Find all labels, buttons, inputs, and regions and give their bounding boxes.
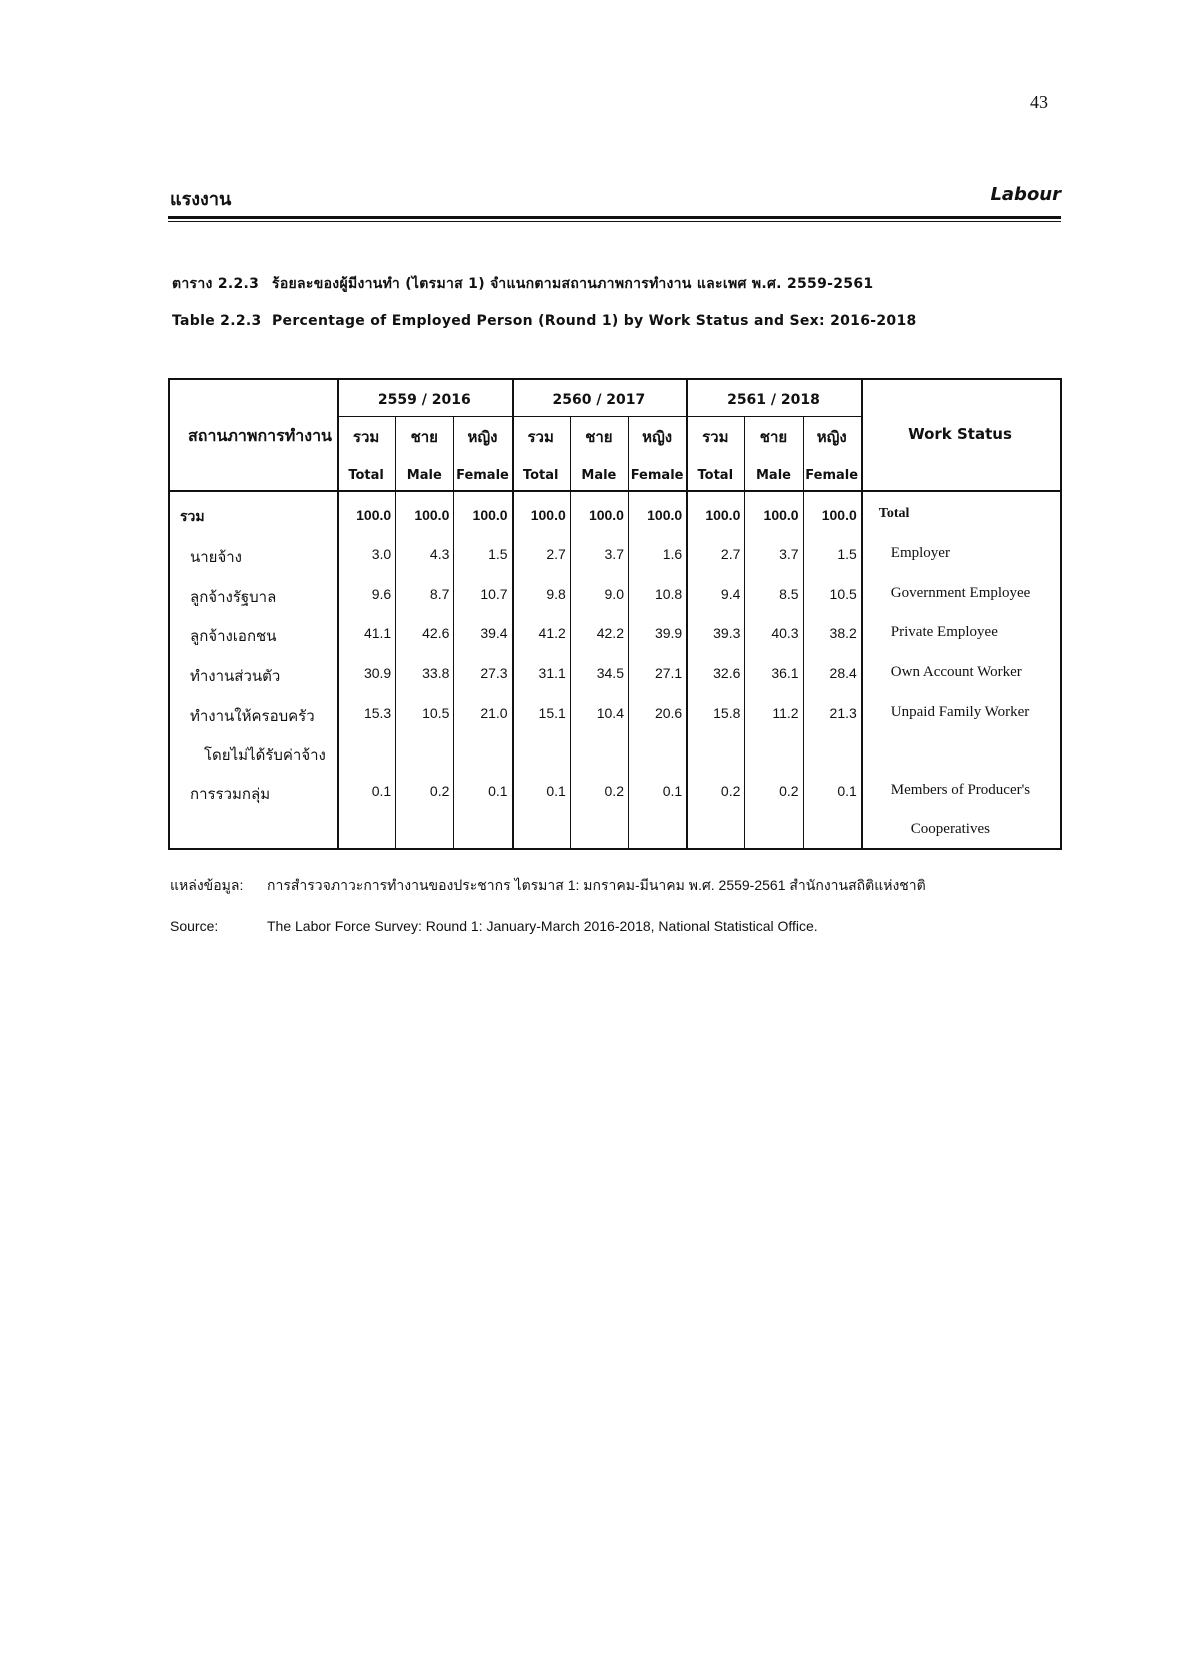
subheader-english: Male	[755, 468, 791, 483]
source-thai	[170, 875, 926, 897]
table-cell: 0.2	[720, 783, 741, 799]
table-cell: 41.1	[363, 625, 392, 641]
header-rule-thin	[168, 221, 1061, 222]
table-hline-years	[337, 416, 861, 417]
table-cell: 10.4	[596, 705, 624, 721]
table-cell: 100.0	[588, 507, 624, 523]
table-cell: 0.2	[779, 783, 799, 799]
table-cell: 21.0	[480, 705, 508, 721]
subheader-english: Total	[522, 468, 559, 483]
header-work-status-thai: สถานภาพการทำงาน	[188, 426, 332, 445]
subheader-thai: หญิง	[467, 428, 498, 446]
table-cell: 100.0	[530, 507, 566, 523]
table-cell: 20.6	[654, 705, 683, 721]
row-label-english: Private Employee	[890, 624, 998, 640]
subheader-english: Female	[456, 468, 509, 483]
table-vline	[337, 380, 339, 848]
table-cell: 3.0	[371, 546, 392, 562]
year-header: 2559 / 2016	[377, 392, 471, 408]
table-caption-english	[172, 313, 917, 329]
table-cell: 21.3	[829, 705, 857, 721]
table-cell: 3.7	[779, 546, 799, 562]
subheader-thai: รวม	[527, 428, 554, 446]
table-cell: 100.0	[705, 507, 741, 523]
table-cell: 1.6	[662, 546, 683, 562]
source-text-thai: การสำรวจภาวะการทำงานของประชากร ไตรมาส 1: มกราคม-มีนาคม พ.ศ. 2559-2561 สำนักงานสถิติแห่งชาติ	[267, 877, 926, 893]
table-cell: 9.0	[604, 586, 624, 602]
row-label-english: Employer	[890, 545, 950, 561]
table-cell: 0.1	[488, 783, 508, 799]
table-cell: 9.4	[720, 586, 741, 602]
source-label-thai: แหล่งข้อมูล:	[170, 877, 244, 893]
row-label-english-cont: Cooperatives	[910, 821, 990, 837]
table-cell: 34.5	[596, 665, 624, 681]
table-vline	[861, 380, 863, 848]
table-cell: 8.5	[779, 586, 799, 602]
section-title-english: Labour	[990, 184, 1061, 205]
table-cell: 10.5	[829, 586, 857, 602]
table-cell: 0.1	[662, 783, 683, 799]
table-cell: 39.9	[654, 625, 683, 641]
table-cell: 39.4	[480, 625, 508, 641]
table-cell: 42.6	[422, 625, 450, 641]
table-cell: 15.3	[363, 705, 392, 721]
table-cell: 1.5	[837, 546, 857, 562]
table-cell: 0.2	[604, 783, 624, 799]
table-cell: 33.8	[422, 665, 450, 681]
table-cell: 0.2	[429, 783, 450, 799]
table-cell: 10.8	[654, 586, 683, 602]
subheader-thai: หญิง	[642, 428, 673, 446]
table-cell: 9.8	[546, 586, 566, 602]
subheader-english: Total	[348, 468, 384, 483]
subheader-english: Female	[630, 468, 684, 483]
caption-text-english: Percentage of Employed Person (Round 1) by Work Status and Sex: 2016-2018	[272, 313, 917, 329]
row-label-english: Members of Producer's	[890, 782, 1031, 798]
table-cell: 15.8	[713, 705, 741, 721]
table-cell: 28.4	[829, 665, 857, 681]
table-cell: 11.2	[772, 705, 799, 721]
table-cell: 41.2	[538, 625, 566, 641]
table-cell: 27.1	[654, 665, 683, 681]
subheader-thai: หญิง	[816, 428, 847, 446]
subheader-english: Male	[581, 468, 617, 483]
table-vline	[686, 380, 688, 848]
subheader-thai: ชาย	[585, 428, 613, 446]
subheader-english: Male	[406, 468, 442, 483]
row-label-english: Unpaid Family Worker	[890, 704, 1030, 720]
row-label-thai: การรวมกลุ่ม	[190, 785, 271, 803]
row-label-english: Government Employee	[890, 585, 1031, 601]
table-cell: 10.7	[480, 586, 508, 602]
table-cell: 38.2	[829, 625, 857, 641]
header-work-status-english: Work Status	[908, 425, 1012, 443]
table-hline-header	[170, 490, 1060, 492]
table-cell: 100.0	[763, 507, 799, 523]
table-cell: 0.1	[546, 783, 566, 799]
subheader-english: Female	[805, 468, 859, 483]
row-label-thai: นายจ้าง	[190, 548, 243, 566]
table-cell: 3.7	[604, 546, 624, 562]
table-cell: 8.7	[429, 586, 450, 602]
row-label-thai: ลูกจ้างรัฐบาล	[190, 588, 277, 606]
table-cell: 36.1	[771, 665, 799, 681]
caption-label-thai: ตาราง 2.2.3	[172, 276, 260, 292]
subheader-english: Total	[697, 468, 734, 483]
table-cell: 100.0	[356, 507, 392, 523]
caption-label-english: Table 2.2.3	[172, 313, 262, 329]
table-cell: 4.3	[429, 546, 450, 562]
source-english	[170, 918, 818, 934]
table-cell: 0.1	[837, 783, 857, 799]
table-cell: 32.6	[713, 665, 741, 681]
subheader-thai: รวม	[702, 428, 729, 446]
source-label-english: Source:	[170, 918, 219, 934]
table-cell: 100.0	[472, 507, 508, 523]
subheader-thai: ชาย	[759, 428, 788, 446]
table-cell: 100.0	[821, 507, 857, 523]
row-label-thai: ลูกจ้างเอกชน	[190, 627, 277, 645]
table-cell: 100.0	[647, 507, 683, 523]
table-cell: 31.1	[538, 665, 566, 681]
year-header: 2561 / 2018	[727, 392, 820, 408]
row-label-thai: ทำงานให้ครอบครัว	[190, 707, 315, 725]
source-text-english: The Labor Force Survey: Round 1: January-March 2016-2018, National Statistical Office.	[267, 918, 818, 934]
row-label-thai: ทำงานส่วนตัว	[190, 667, 281, 685]
row-label-english: Total	[878, 506, 910, 521]
table-cell: 39.3	[713, 625, 741, 641]
table-vline	[512, 380, 514, 848]
table-cell: 42.2	[596, 625, 624, 641]
year-header: 2560 / 2017	[552, 392, 646, 408]
table-cell: 0.1	[371, 783, 392, 799]
header-rule-thick	[168, 216, 1061, 219]
section-title-thai: แรงงาน	[170, 189, 232, 210]
table-cell: 2.7	[546, 546, 566, 562]
table-cell: 2.7	[720, 546, 741, 562]
table-cell: 15.1	[538, 705, 566, 721]
row-label-thai: รวม	[180, 509, 205, 525]
page-number: 43	[1030, 92, 1048, 112]
table-cell: 100.0	[414, 507, 450, 523]
table-cell: 27.3	[480, 665, 508, 681]
table-cell: 9.6	[371, 586, 392, 602]
table-cell: 10.5	[422, 705, 450, 721]
table-cell: 40.3	[771, 625, 799, 641]
caption-text-thai: ร้อยละของผู้มีงานทำ (ไตรมาส 1) จำแนกตามสถานภาพการทำงาน และเพศ พ.ศ. 2559-2561	[272, 276, 874, 292]
work-status-table	[168, 378, 1062, 850]
subheader-thai: ชาย	[410, 428, 438, 446]
row-label-english: Own Account Worker	[890, 664, 1022, 680]
table-cell: 30.9	[363, 665, 392, 681]
table-caption-thai	[172, 273, 873, 295]
row-label-thai-cont: โดยไม่ได้รับค่าจ้าง	[204, 746, 326, 764]
table-cell: 1.5	[488, 546, 508, 562]
subheader-thai: รวม	[352, 428, 380, 446]
